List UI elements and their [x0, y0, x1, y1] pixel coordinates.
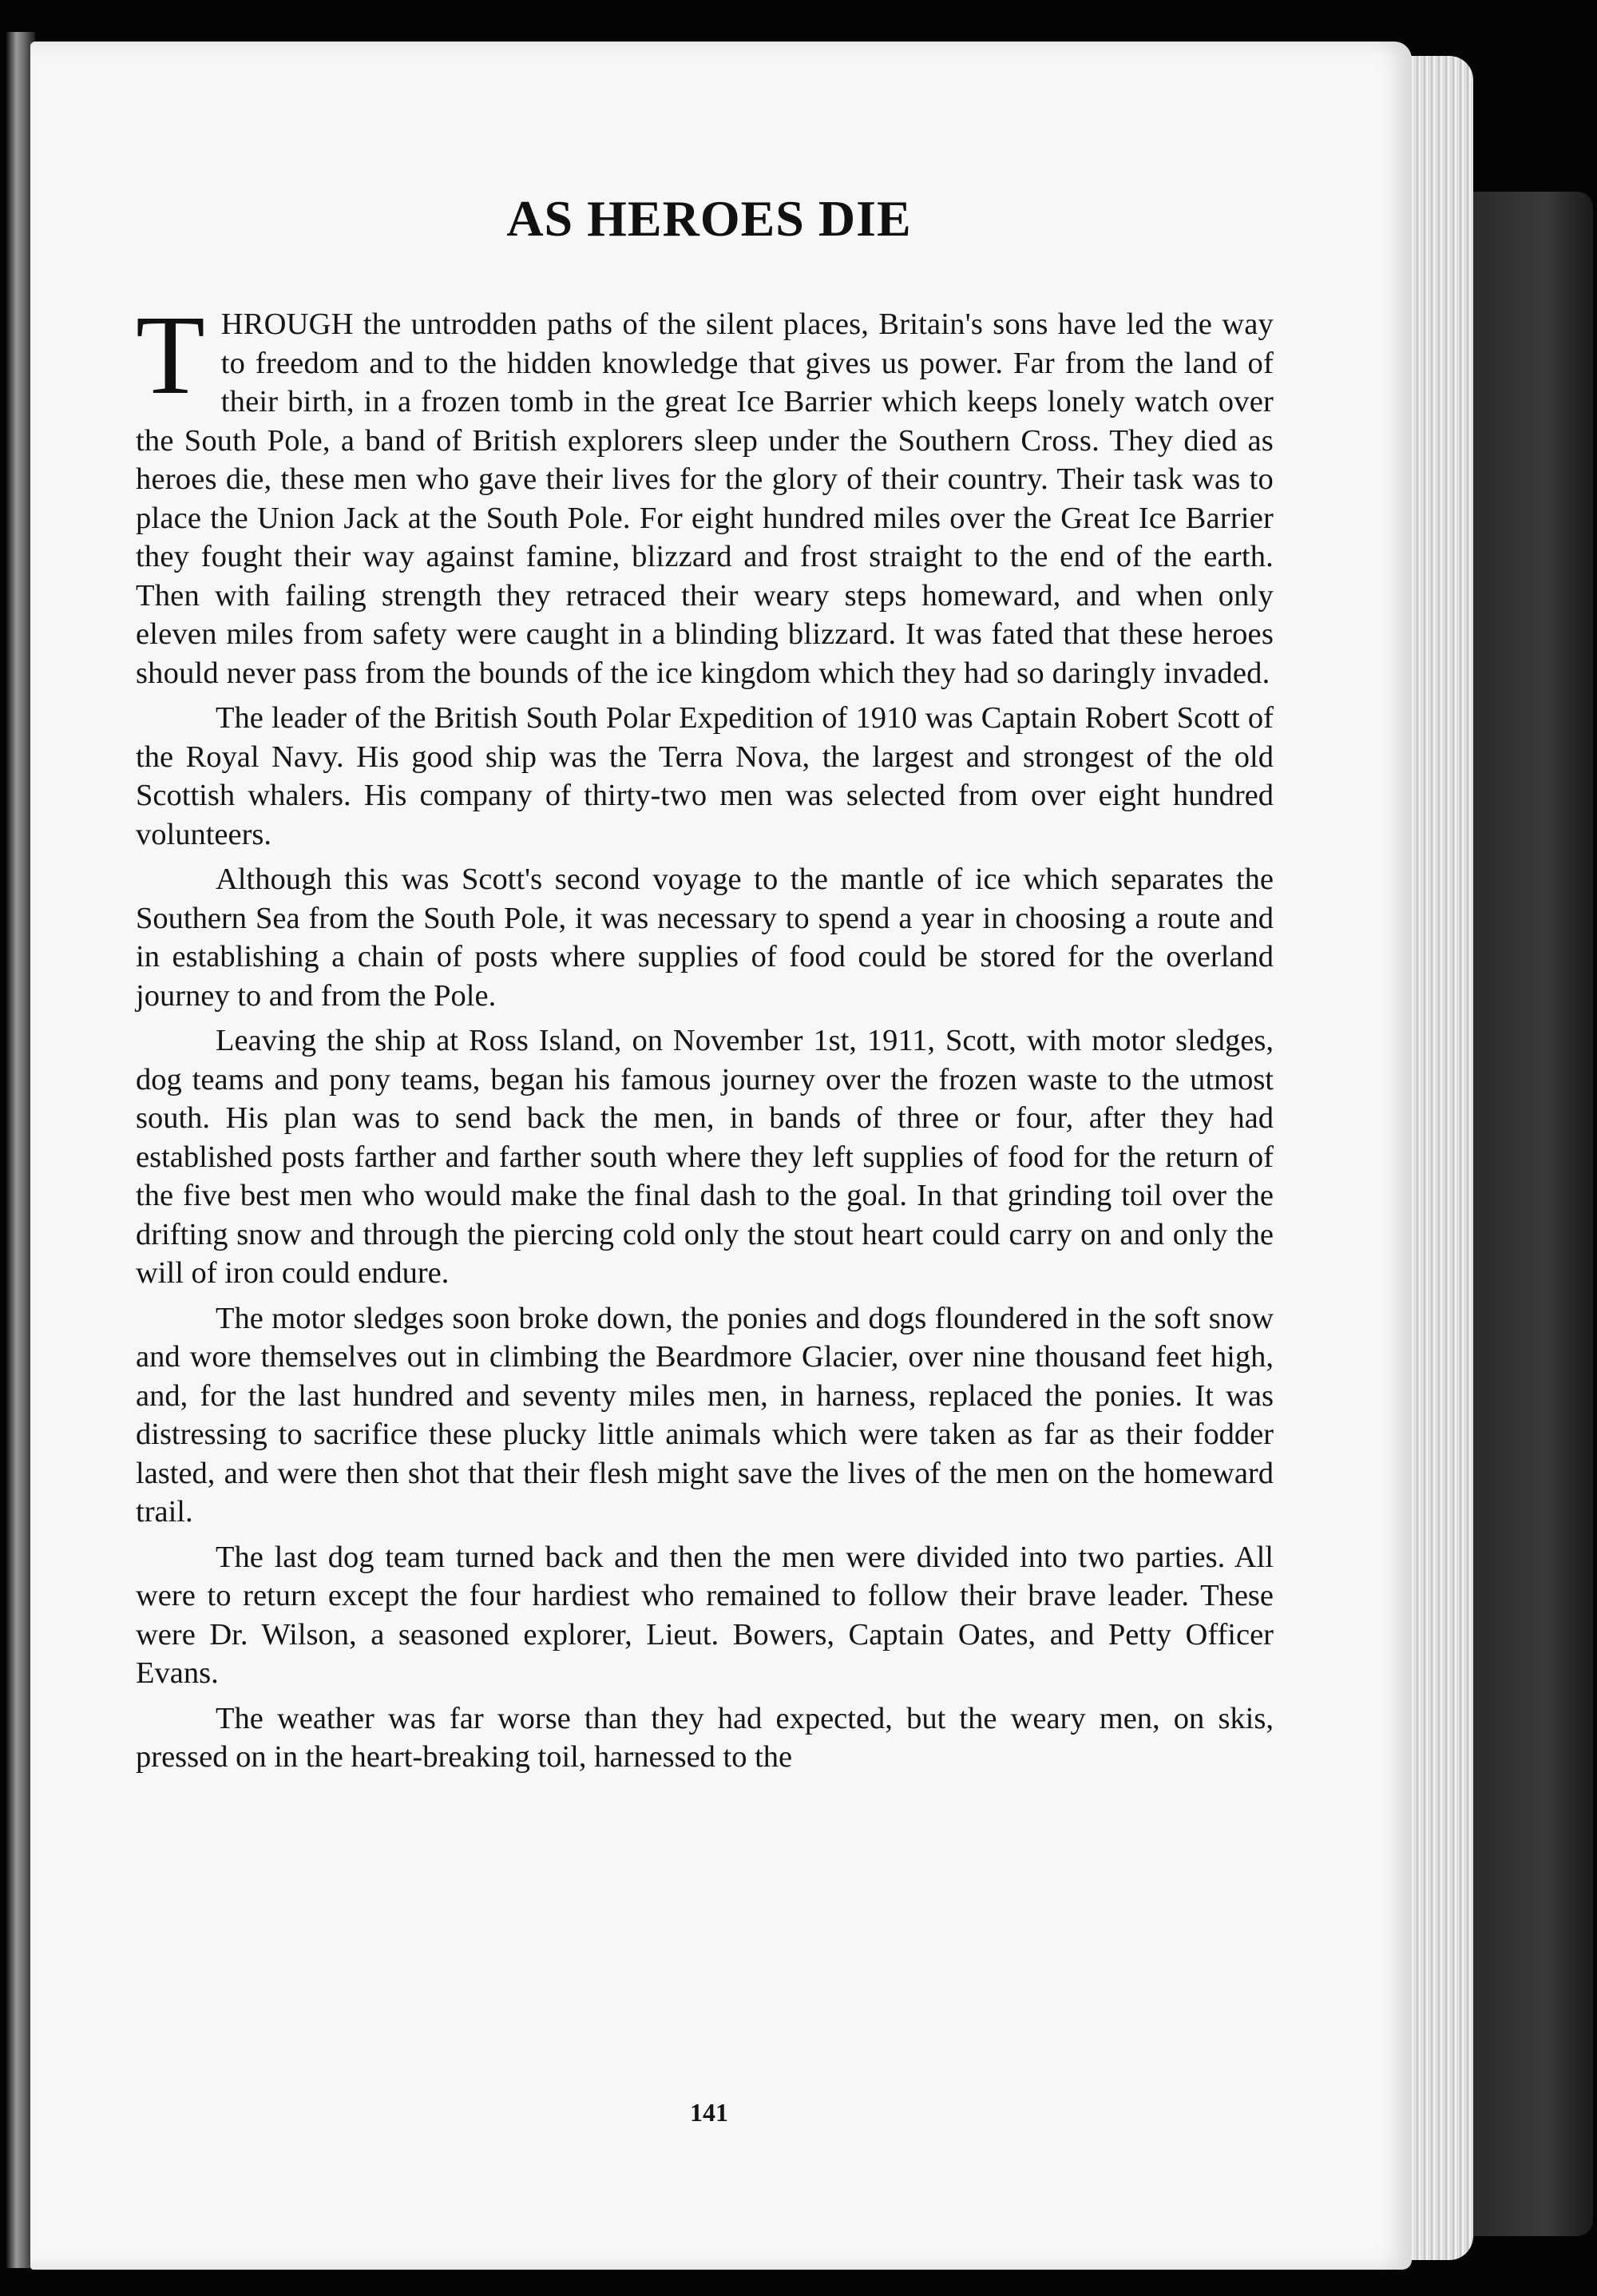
paragraph-7: The weather was far worse than they had expected, but the weary men, on skis, pressed on in the heart-breaking toil, harnessed to the [136, 1701, 1274, 1774]
paragraph-5: The motor sledges soon broke down, the ponies and dogs floundered in the soft snow and wore themselves out in climbing the Beardmore Glacier, over nine thousand feet high, and, for the last hundred and seventy miles men, in harness, replaced the ponies. It was distressing to sacrifice these plucky little animals which were taken as far as their fodder lasted, and were then shot that their flesh might save the lives of the men on the homeward trail. [136, 1301, 1274, 1529]
paragraph-2: The leader of the British South Polar Expedition of 1910 was Captain Robert Scott of the Royal Navy. His good ship was the Terra Nova, the largest and strongest of the old Scottish whalers. His company of thirty-two men was selected from over eight hundred volunteers. [136, 701, 1274, 851]
paragraph-6: The last dog team turned back and then the men were divided into two parties. All were to return except the four hardiest who remained to follow their brave leader. These were Dr. Wilson, a seasoned explorer, Lieut. Bowers, Captain Oates, and Petty Officer Evans. [136, 1540, 1274, 1690]
paragraph-1 [136, 291, 1274, 692]
page-title: AS HEROES DIE [506, 190, 912, 247]
paragraph-4: Leaving the ship at Ross Island, on November 1st, 1911, Scott, with motor sledges, dog teams and pony teams, began his famous journey over the frozen waste to the utmost south. His plan was to send back the men, in bands of three or four, after they had established posts farther and farther south where they left supplies of food for the return of the five best men who would make the final dash to the goal. In that grinding toil over the drifting snow and through the piercing cold only the stout heart could carry on and only the will of iron could endure. [136, 1024, 1274, 1290]
book-page [30, 42, 1412, 2270]
book-cover-edge [1473, 192, 1593, 2236]
page-number: 141 [690, 2098, 728, 2127]
paragraph-1-text: HROUGH the untrodden paths of the silent places, Britain's sons have led the way to freedom and to the hidden knowledge that gives us power. Far from the land of their birth, in a frozen tomb in the great Ice Barrier which keeps lonely watch over the South Pole, a band of British explorers sleep under the Southern Cross. They died as heroes die, these men who gave their lives for the glory of their country. Their task was to place the Union Jack at the South Pole. For eight hundred miles over the Great Ice Barrier they fought their way against famine, blizzard and frost straight to the end of the earth. Then with failing strength they retraced their weary steps homeward, and when only eleven miles from safety were caught in a blinding blizzard. It was fated that these heroes should never pass from the bounds of the ice kingdom which they had so daringly invaded. [136, 307, 1274, 690]
paragraph-3: Although this was Scott's second voyage to the mantle of ice which separates the Southern Sea from the South Pole, it was necessary to spend a year in choosing a route and in establishing a chain of posts where supplies of food could be stored for the overland journey to and from the Pole. [136, 862, 1274, 1013]
article-body [136, 291, 1274, 1783]
drop-cap: T [136, 291, 205, 418]
